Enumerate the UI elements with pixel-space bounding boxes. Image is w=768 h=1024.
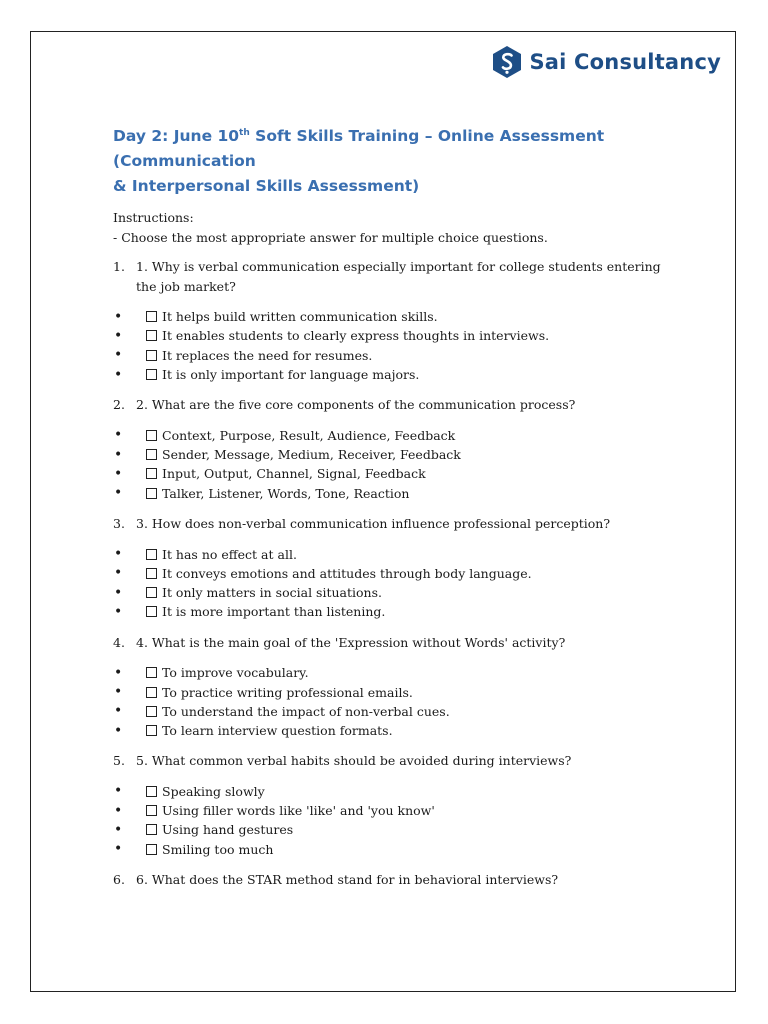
- bullet-icon: •: [114, 603, 123, 620]
- checkbox-icon[interactable]: [146, 587, 157, 598]
- answer-option[interactable]: [113, 782, 673, 801]
- checkbox-icon[interactable]: [146, 725, 157, 736]
- title-line1-prefix: Day 2: June 10: [113, 127, 240, 145]
- checkbox-icon[interactable]: [146, 568, 157, 579]
- question-5: [113, 751, 673, 771]
- option-list: [113, 307, 673, 384]
- checkbox-icon[interactable]: [146, 667, 157, 678]
- question-text: 1. Why is verbal communication especially important for college students entering the job market?: [136, 259, 661, 294]
- option-label: It only matters in social situations.: [162, 585, 382, 601]
- question-4: [113, 633, 673, 653]
- question-list: [113, 257, 673, 889]
- question-number: 5.: [113, 753, 125, 769]
- answer-option[interactable]: [113, 583, 673, 602]
- checkbox-icon[interactable]: [146, 330, 157, 341]
- answer-option[interactable]: [113, 326, 673, 345]
- option-label: Using filler words like 'like' and 'you know': [162, 803, 435, 819]
- bullet-icon: •: [114, 327, 123, 344]
- checkbox-icon[interactable]: [146, 430, 157, 441]
- option-list: [113, 663, 673, 740]
- title-line2: & Interpersonal Skills Assessment): [113, 177, 420, 195]
- checkbox-icon[interactable]: [146, 786, 157, 797]
- document-page: [30, 31, 736, 992]
- instructions: [113, 208, 673, 247]
- bullet-icon: •: [114, 703, 123, 720]
- bullet-icon: •: [114, 783, 123, 800]
- instructions-text: - Choose the most appropriate answer for multiple choice questions.: [113, 229, 548, 245]
- option-label: Input, Output, Channel, Signal, Feedback: [162, 466, 426, 482]
- answer-option[interactable]: [113, 484, 673, 503]
- option-list: [113, 544, 673, 621]
- option-label: To learn interview question formats.: [162, 723, 393, 739]
- answer-option[interactable]: [113, 801, 673, 820]
- title-superscript: th: [239, 128, 250, 138]
- checkbox-icon[interactable]: [146, 549, 157, 560]
- checkbox-icon[interactable]: [146, 369, 157, 380]
- checkbox-icon[interactable]: [146, 468, 157, 479]
- option-label: Sender, Message, Medium, Receiver, Feedback: [162, 447, 461, 463]
- question-text: 2. What are the five core components of the communication process?: [136, 397, 576, 413]
- bullet-icon: •: [114, 821, 123, 838]
- answer-option[interactable]: [113, 564, 673, 583]
- company-logo: [491, 45, 721, 79]
- question-number: 1.: [113, 259, 125, 274]
- bullet-icon: •: [114, 485, 123, 502]
- bullet-icon: •: [114, 366, 123, 383]
- bullet-icon: •: [114, 446, 123, 463]
- option-list: [113, 782, 673, 859]
- answer-option[interactable]: [113, 426, 673, 445]
- option-list: [113, 426, 673, 503]
- bullet-icon: •: [114, 427, 123, 444]
- answer-option[interactable]: [113, 464, 673, 483]
- option-label: Using hand gestures: [162, 822, 294, 838]
- answer-option[interactable]: [113, 820, 673, 839]
- option-label: Context, Purpose, Result, Audience, Feedback: [162, 427, 456, 443]
- question-number: 2.: [113, 397, 125, 413]
- bullet-icon: •: [114, 546, 123, 563]
- checkbox-icon[interactable]: [146, 350, 157, 361]
- checkbox-icon[interactable]: [146, 311, 157, 322]
- question-text: 3. How does non-verbal communication influence professional perception?: [136, 515, 611, 531]
- checkbox-icon[interactable]: [146, 488, 157, 499]
- answer-option[interactable]: [113, 721, 673, 740]
- bullet-icon: •: [114, 802, 123, 819]
- bullet-icon: •: [114, 308, 123, 325]
- option-label: It replaces the need for resumes.: [162, 347, 373, 363]
- option-label: Smiling too much: [162, 841, 274, 857]
- answer-option[interactable]: [113, 602, 673, 621]
- bullet-icon: •: [114, 722, 123, 739]
- answer-option[interactable]: [113, 682, 673, 701]
- question-number: 6.: [113, 871, 125, 887]
- sai-logo-icon: [491, 45, 523, 79]
- bullet-icon: •: [114, 465, 123, 482]
- answer-option[interactable]: [113, 445, 673, 464]
- bullet-icon: •: [114, 565, 123, 582]
- question-number: 4.: [113, 634, 125, 650]
- checkbox-icon[interactable]: [146, 805, 157, 816]
- answer-option[interactable]: [113, 840, 673, 859]
- question-2: [113, 395, 673, 415]
- option-label: It is only important for language majors.: [162, 367, 420, 383]
- answer-option[interactable]: [113, 365, 673, 384]
- option-label: Speaking slowly: [162, 783, 265, 799]
- option-label: It has no effect at all.: [162, 546, 297, 562]
- bullet-icon: •: [114, 841, 123, 858]
- question-1: [113, 257, 673, 296]
- bullet-icon: •: [114, 584, 123, 601]
- title-line1-suffix: Soft Skills Training – Online Assessment (Communication: [113, 127, 605, 170]
- bullet-icon: •: [114, 684, 123, 700]
- option-label: It enables students to clearly express thoughts in interviews.: [162, 328, 550, 344]
- question-3: [113, 514, 673, 534]
- logo-text: Sai Consultancy: [529, 50, 721, 74]
- checkbox-icon[interactable]: [146, 449, 157, 460]
- answer-option[interactable]: [113, 346, 673, 365]
- answer-option[interactable]: [113, 544, 673, 563]
- instructions-heading: Instructions:: [113, 210, 194, 225]
- answer-option[interactable]: [113, 663, 673, 682]
- option-label: To improve vocabulary.: [162, 665, 309, 681]
- page-title: [113, 124, 673, 199]
- checkbox-icon[interactable]: [146, 606, 157, 617]
- question-text: 4. What is the main goal of the 'Expression without Words' activity?: [136, 634, 566, 650]
- assessment-body: [113, 208, 673, 900]
- checkbox-icon[interactable]: [146, 706, 157, 717]
- option-label: To understand the impact of non-verbal cues.: [162, 703, 450, 719]
- question-text: 5. What common verbal habits should be avoided during interviews?: [136, 753, 572, 769]
- option-label: It helps build written communication skills.: [162, 309, 438, 325]
- checkbox-icon[interactable]: [146, 687, 157, 698]
- checkbox-icon[interactable]: [146, 824, 157, 835]
- bullet-icon: •: [114, 664, 123, 681]
- option-label: Talker, Listener, Words, Tone, Reaction: [162, 485, 410, 501]
- question-text: 6. What does the STAR method stand for in behavioral interviews?: [136, 871, 559, 887]
- option-label: It conveys emotions and attitudes through body language.: [162, 565, 532, 581]
- question-number: 3.: [113, 515, 125, 531]
- answer-option[interactable]: [113, 702, 673, 721]
- question-6: [113, 870, 673, 890]
- answer-option[interactable]: [113, 307, 673, 326]
- checkbox-icon[interactable]: [146, 844, 157, 855]
- option-label: To practice writing professional emails.: [162, 684, 413, 700]
- bullet-icon: •: [114, 347, 123, 364]
- option-label: It is more important than listening.: [162, 604, 386, 620]
